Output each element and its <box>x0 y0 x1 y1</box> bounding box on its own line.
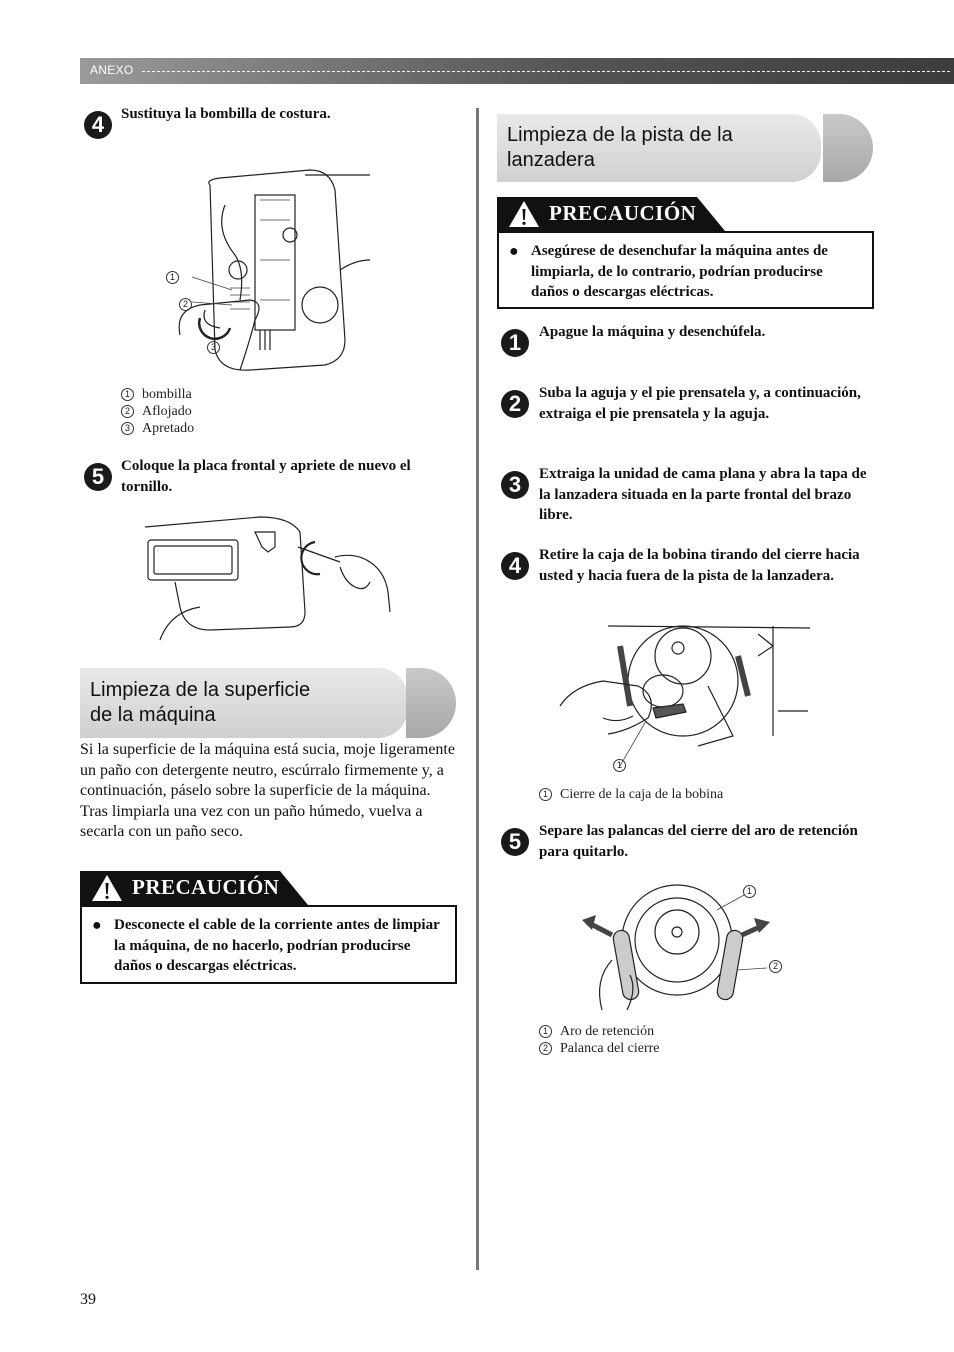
caution-header <box>80 871 280 905</box>
caution-label: PRECAUCIÓN <box>132 875 280 899</box>
callout-1: 1 <box>743 883 764 900</box>
page-number: 39 <box>80 1291 96 1308</box>
legend-item: 2 Palanca del cierre <box>539 1040 660 1057</box>
warning-icon <box>507 199 541 229</box>
section-title-line1: Limpieza de la superficie <box>90 679 311 701</box>
header-dashed-line <box>142 71 950 72</box>
step5-legend <box>539 1023 660 1057</box>
callout-2: 2 <box>179 296 200 313</box>
step-number-5: 5 <box>501 828 529 856</box>
step4-legend <box>539 786 723 803</box>
callout-1: 1 <box>166 269 187 286</box>
step-number-3: 3 <box>501 471 529 499</box>
step-4-text: Retire la caja de la bobina tirando del cierre hacia usted y hacia fuera de la pista de la lanzadera. <box>539 547 860 584</box>
header-band <box>80 58 954 84</box>
step-2-text: Suba la aguja y el pie prensatela y, a continuación, extraiga el pie prensatela y la aguja. <box>539 385 861 422</box>
section-title-line2: de la máquina <box>90 704 216 726</box>
step-number-5: 5 <box>84 463 112 491</box>
section-title-line2: lanzadera <box>507 149 595 171</box>
bulb-replacement-illustration <box>160 160 380 385</box>
caution-label: PRECAUCIÓN <box>549 201 697 225</box>
step4-legend <box>121 386 194 437</box>
section-heading-shuttle <box>497 114 873 182</box>
legend-item: 1 Cierre de la caja de la bobina <box>539 786 723 803</box>
legend-item: 2 Aflojado <box>121 403 194 420</box>
section-title-line1: Limpieza de la pista de la <box>507 124 733 146</box>
front-plate-illustration <box>140 512 400 642</box>
step-number-4: 4 <box>84 111 112 139</box>
caution-text: Asegúrese de desenchufar la máquina antes de limpiarla, de lo contrario, podrían producirse daños o descargas eléctricas. <box>531 243 828 300</box>
step-5-text: Separe las palancas del cierre del aro de retención para quitarlo. <box>539 823 858 860</box>
legend-item: 1 Aro de retención <box>539 1023 660 1040</box>
bullet: ● <box>509 243 519 260</box>
caution-text: Desconecte el cable de la corriente antes de limpiar la máquina, de no hacerlo, podrían producirse daños o descargas eléctricas. <box>114 917 440 974</box>
caution-tab-slant <box>280 871 308 905</box>
bobbin-case-illustration <box>558 626 812 771</box>
column-divider <box>476 108 479 1270</box>
caution-header <box>497 197 697 231</box>
caution-box <box>80 905 457 984</box>
warning-icon <box>90 873 124 903</box>
step-number-1: 1 <box>501 329 529 357</box>
step-4-text: Sustituya la bombilla de costura. <box>121 106 331 122</box>
retaining-ring-illustration <box>582 880 782 1015</box>
caution-tab-slant <box>697 197 725 231</box>
caution-box <box>497 231 874 309</box>
section-heading-surface <box>80 668 456 738</box>
callout-2: 2 <box>769 958 790 975</box>
surface-cleaning-body: Si la superficie de la máquina está sucia, moje ligeramente un paño con detergente neutro, escúrralo firmemente y, a continuación, páselo sobre la superficie de la máquina. Tras limpiarla una vez con un paño húmedo, vuelva a secarla con un paño seco. <box>80 741 455 840</box>
step-number-2: 2 <box>501 390 529 418</box>
step-number-4: 4 <box>501 552 529 580</box>
section-label: ANEXO <box>90 63 134 77</box>
legend-item: 1 bombilla <box>121 386 194 403</box>
bullet: ● <box>92 917 102 934</box>
step-5-text: Coloque la placa frontal y apriete de nuevo el tornillo. <box>121 458 411 495</box>
callout-1: 1 <box>613 757 634 774</box>
step-3-text: Extraiga la unidad de cama plana y abra la tapa de la lanzadera situada en la parte frontal del brazo libre. <box>539 466 867 523</box>
step-1-text: Apague la máquina y desenchúfela. <box>539 324 766 340</box>
callout-3: 3 <box>207 339 228 356</box>
legend-item: 3 Apretado <box>121 420 194 437</box>
